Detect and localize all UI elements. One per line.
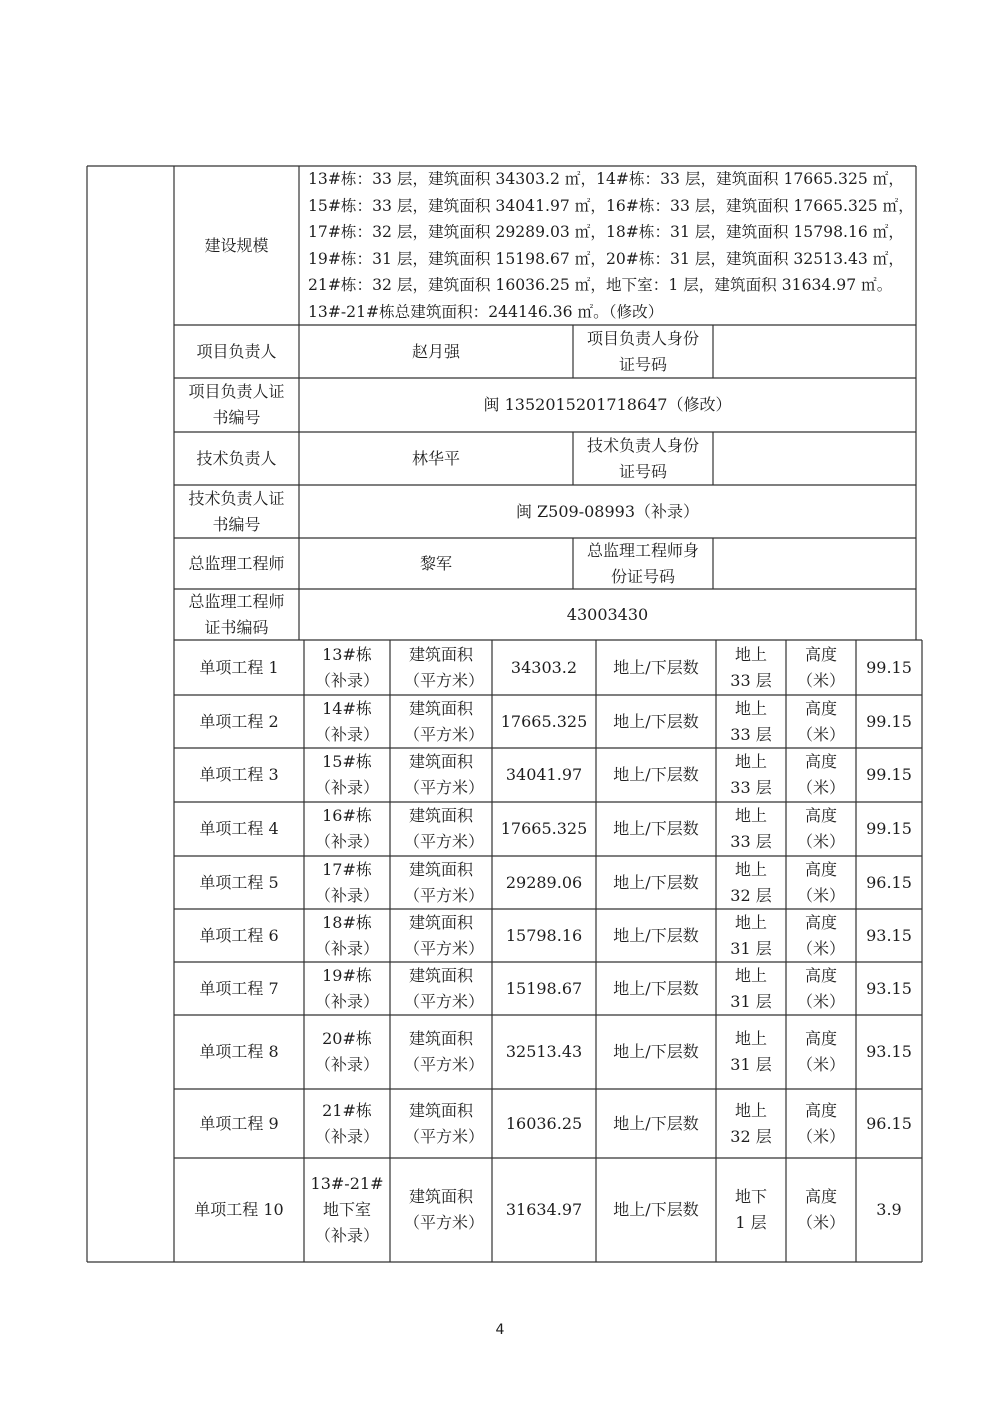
subproject-height: 96.15	[866, 1113, 912, 1133]
subproject-area-label: 建筑面积（平方米）	[404, 965, 485, 1011]
subproject-floors-label: 地上/下层数	[613, 765, 699, 784]
subproject-area: 16036.25	[505, 1113, 583, 1133]
subproject-height-label: 高度（米）	[797, 965, 846, 1011]
subproject-height-label: 高度（米）	[797, 752, 846, 797]
scale-line: 21#栋：32 层，建筑面积 16036.25 ㎡，地下室：1 层，建筑面积 31634.97 ㎡。	[308, 276, 893, 294]
subproject-name: 单项工程 7	[199, 978, 279, 998]
subproject-building: 20#栋（补录）	[314, 1029, 379, 1074]
subproject-height-label: 高度（米）	[797, 644, 846, 690]
subproject-area-label: 建筑面积（平方米）	[404, 806, 485, 851]
scale-line: 17#栋：32 层，建筑面积 29289.03 ㎡，18#栋：31 层，建筑面积 15798.16 ㎡，	[308, 223, 904, 241]
subproject-name: 单项工程 5	[199, 872, 279, 892]
project-manager-id-value	[713, 325, 916, 378]
subproject-area: 34303.2	[510, 657, 578, 677]
chief-supervisor-id-value	[713, 538, 916, 589]
subproject-area: 15198.67	[505, 978, 583, 998]
technical-manager-label: 技术负责人	[196, 448, 277, 468]
subproject-height-label: 高度（米）	[797, 698, 846, 744]
subproject-building: 21#栋（补录）	[314, 1100, 379, 1146]
subproject-area: 17665.325	[500, 711, 588, 731]
subproject-height: 99.15	[866, 657, 912, 677]
subproject-building: 13#-21# 地下室（补录）	[310, 1174, 384, 1245]
chief-supervisor-label: 总监理工程师	[188, 553, 285, 573]
subproject-building: 17#栋（补录）	[314, 859, 379, 905]
subproject-floors-label: 地上/下层数	[613, 925, 699, 945]
subproject-floors: 地下 1 层	[734, 1187, 767, 1232]
subproject-name: 单项工程 4	[199, 819, 279, 838]
subproject-area-label: 建筑面积（平方米）	[404, 644, 485, 690]
subproject-building: 18#栋（补录）	[314, 912, 379, 958]
subproject-name: 单项工程 8	[199, 1042, 279, 1061]
project-manager-cert-label: 项目负责人证书编号	[188, 382, 285, 427]
subproject-height-label: 高度（米）	[797, 1187, 846, 1232]
subproject-floors: 地上 32 层	[730, 1100, 772, 1146]
scale-line: 13#-21#栋总建筑面积：244146.36 ㎡。（修改）	[308, 302, 664, 321]
subproject-area: 31634.97	[505, 1200, 583, 1219]
project-manager-id-label: 项目负责人身份证号码	[586, 328, 699, 374]
subproject-floors-label: 地上/下层数	[613, 978, 699, 998]
subproject-building: 15#栋（补录）	[314, 752, 379, 797]
subproject-height-label: 高度（米）	[797, 1100, 846, 1146]
subproject-height: 93.15	[866, 978, 912, 998]
subproject-height: 93.15	[866, 1042, 912, 1061]
technical-manager-id-label: 技术负责人身份证号码	[586, 435, 699, 481]
subproject-name: 单项工程 2	[199, 711, 279, 731]
technical-manager-id-value	[713, 432, 916, 485]
subproject-height: 99.15	[866, 711, 912, 731]
subproject-area-label: 建筑面积（平方米）	[404, 1100, 485, 1146]
subproject-height: 99.15	[866, 765, 912, 784]
subproject-area: 17665.325	[500, 819, 588, 838]
subproject-floors: 地上 32 层	[730, 859, 772, 905]
subproject-height-label: 高度（米）	[797, 806, 846, 851]
subproject-area-label: 建筑面积（平方米）	[404, 1029, 485, 1074]
chief-supervisor-id-label: 总监理工程师身份证号码	[586, 540, 699, 586]
subproject-floors-label: 地上/下层数	[613, 872, 699, 892]
subproject-name: 单项工程 1	[199, 657, 279, 677]
subproject-floors: 地上 31 层	[730, 912, 772, 958]
subproject-floors: 地上 33 层	[730, 752, 772, 797]
subproject-floors: 地上 33 层	[730, 698, 772, 744]
project-manager-value: 赵月强	[411, 341, 460, 361]
subproject-height: 3.9	[876, 1200, 902, 1219]
subproject-floors: 地上 31 层	[730, 965, 772, 1011]
subproject-height-label: 高度（米）	[797, 1029, 846, 1074]
scale-text	[306, 166, 916, 325]
subproject-area: 34041.97	[505, 765, 583, 784]
scale-line: 13#栋：33 层，建筑面积 34303.2 ㎡，14#栋：33 层，建筑面积 17665.325 ㎡，	[308, 170, 904, 188]
subproject-floors: 地上 33 层	[730, 644, 772, 690]
subproject-name: 单项工程 3	[199, 765, 279, 784]
subproject-floors-label: 地上/下层数	[613, 1113, 699, 1133]
technical-manager-value: 林华平	[411, 448, 460, 468]
subproject-name: 单项工程 9	[199, 1113, 279, 1133]
subproject-area: 32513.43	[505, 1042, 583, 1061]
project-manager-label: 项目负责人	[196, 341, 277, 361]
subproject-area-label: 建筑面积（平方米）	[404, 912, 485, 958]
subproject-floors-label: 地上/下层数	[613, 711, 699, 731]
subproject-area-label: 建筑面积（平方米）	[404, 859, 485, 905]
project-manager-cert-value: 闽 1352015201718647（修改）	[483, 395, 732, 414]
subproject-floors-label: 地上/下层数	[613, 1200, 699, 1219]
scale-label: 建设规模	[204, 235, 269, 255]
subproject-name: 单项工程 10	[194, 1200, 284, 1219]
subproject-building: 14#栋（补录）	[314, 698, 379, 744]
scale-line: 15#栋：33 层，建筑面积 34041.97 ㎡，16#栋：33 层，建筑面积 17665.325 ㎡，	[308, 196, 914, 215]
chief-supervisor-cert-label: 总监理工程师证书编码	[188, 591, 285, 637]
subproject-area-label: 建筑面积（平方米）	[404, 698, 485, 744]
scale-line: 19#栋：31 层，建筑面积 15198.67 ㎡，20#栋：31 层，建筑面积 32513.43 ㎡，	[308, 249, 904, 268]
chief-supervisor-cert-value: 43003430	[566, 604, 649, 624]
subproject-floors-label: 地上/下层数	[613, 657, 699, 677]
subproject-building: 19#栋（补录）	[314, 965, 379, 1011]
subproject-height: 99.15	[866, 819, 912, 838]
subproject-area: 29289.06	[505, 872, 583, 892]
subproject-area-label: 建筑面积（平方米）	[404, 1187, 485, 1232]
technical-manager-cert-label: 技术负责人证书编号	[188, 488, 285, 534]
subproject-area: 15798.16	[505, 925, 583, 945]
chief-supervisor-value: 黎军	[419, 553, 452, 573]
subproject-height: 96.15	[866, 872, 912, 892]
subproject-floors-label: 地上/下层数	[613, 1042, 699, 1061]
subproject-floors-label: 地上/下层数	[613, 819, 699, 838]
subproject-area-label: 建筑面积（平方米）	[404, 752, 485, 797]
subproject-height: 93.15	[866, 925, 912, 945]
subproject-building: 13#栋（补录）	[314, 644, 379, 690]
subproject-floors: 地上 31 层	[730, 1029, 772, 1074]
subproject-name: 单项工程 6	[199, 925, 279, 945]
subproject-height-label: 高度（米）	[797, 912, 846, 958]
page-number: 4	[495, 1322, 505, 1338]
subproject-height-label: 高度（米）	[797, 859, 846, 905]
subproject-floors: 地上 33 层	[730, 806, 772, 851]
technical-manager-cert-value: 闽 Z509-08993（补录）	[515, 501, 700, 521]
subproject-building: 16#栋（补录）	[314, 806, 379, 851]
